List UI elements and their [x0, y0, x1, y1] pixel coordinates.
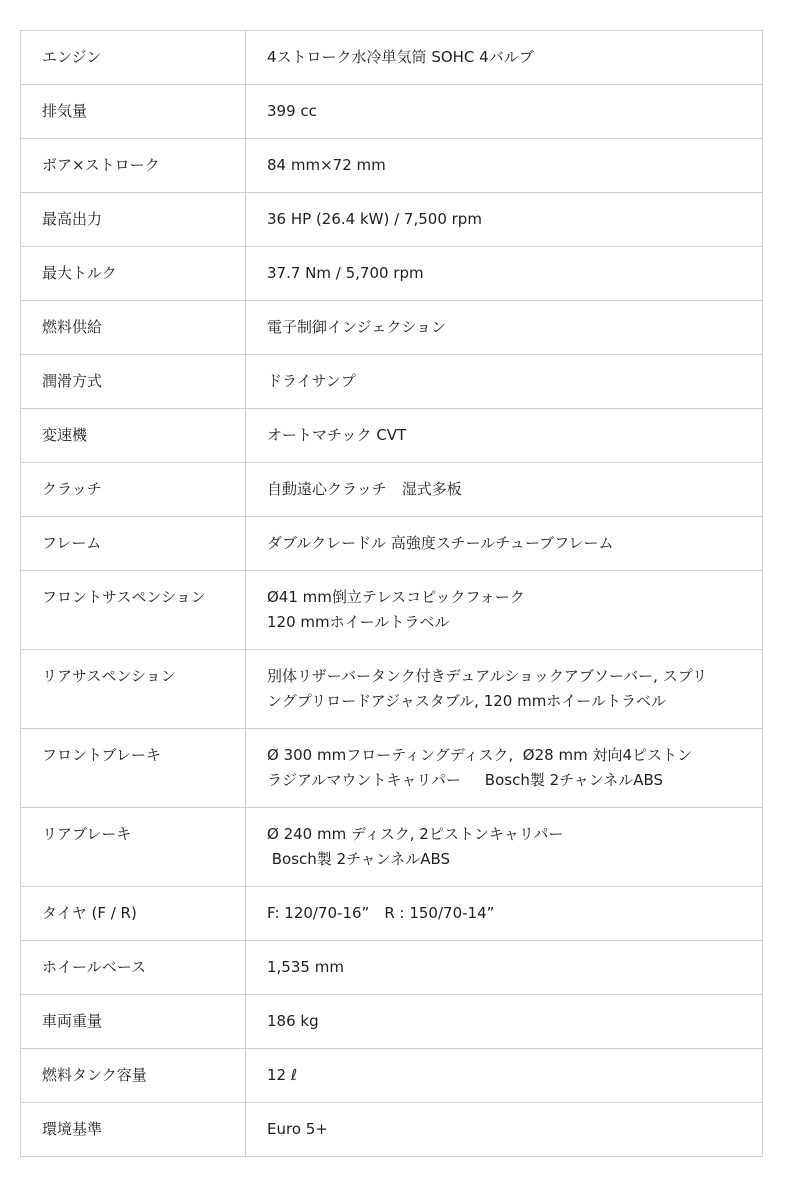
spec-table-body: [21, 31, 763, 1157]
spec-value: [246, 85, 763, 139]
spec-row-bore-stroke: [21, 139, 763, 193]
spec-value-line: Ø 240 mm ディスク, 2ピストンキャリパー: [267, 825, 564, 843]
spec-value-line: 4ストローク水冷単気筒 SOHC 4バルブ: [267, 48, 534, 66]
spec-label: 環境基準: [21, 1103, 246, 1157]
spec-value: [246, 301, 763, 355]
spec-value-line: 36 HP (26.4 kW) / 7,500 rpm: [267, 210, 482, 228]
spec-value-line: 84 mm×72 mm: [267, 156, 386, 174]
spec-row-engine: [21, 31, 763, 85]
spec-table: [20, 30, 763, 1157]
spec-value-line: 1,535 mm: [267, 958, 344, 976]
spec-value: [246, 571, 763, 650]
spec-value-line: Ø41 mm倒立テレスコピックフォーク: [267, 588, 525, 606]
spec-value: [246, 139, 763, 193]
spec-row-transmission: [21, 409, 763, 463]
spec-label: ホイールベース: [21, 941, 246, 995]
spec-value: [246, 193, 763, 247]
spec-row-tires: [21, 887, 763, 941]
spec-value-line: 12 ℓ: [267, 1066, 298, 1084]
spec-row-max-torque: [21, 247, 763, 301]
spec-label: リアサスペンション: [21, 650, 246, 729]
spec-row-clutch: [21, 463, 763, 517]
spec-label: タイヤ (F / R): [21, 887, 246, 941]
spec-row-displacement: [21, 85, 763, 139]
spec-value: [246, 729, 763, 808]
spec-value: [246, 463, 763, 517]
spec-value: [246, 1103, 763, 1157]
spec-value: [246, 409, 763, 463]
spec-value-line: ラジアルマウントキャリパー Bosch製 2チャンネルABS: [267, 771, 664, 789]
spec-row-fuel-tank: [21, 1049, 763, 1103]
spec-label: 潤滑方式: [21, 355, 246, 409]
spec-value: [246, 808, 763, 887]
spec-label: 燃料タンク容量: [21, 1049, 246, 1103]
spec-label: 最大トルク: [21, 247, 246, 301]
spec-value-line: F: 120/70-16” R : 150/70-14”: [267, 904, 495, 922]
spec-row-vehicle-weight: [21, 995, 763, 1049]
spec-label: ボア×ストローク: [21, 139, 246, 193]
spec-row-frame: [21, 517, 763, 571]
spec-value: [246, 247, 763, 301]
spec-label: 車両重量: [21, 995, 246, 1049]
spec-label: 変速機: [21, 409, 246, 463]
spec-value-line: 120 mmホイールトラベル: [267, 613, 450, 631]
spec-value-line: ダブルクレードル 高強度スチールチューブフレーム: [267, 534, 614, 552]
spec-value-line: オートマチック CVT: [267, 426, 407, 444]
spec-value: [246, 995, 763, 1049]
spec-row-wheelbase: [21, 941, 763, 995]
spec-row-max-power: [21, 193, 763, 247]
spec-row-front-brake: [21, 729, 763, 808]
spec-value-line: 電子制御インジェクション: [267, 318, 447, 336]
spec-label: 燃料供給: [21, 301, 246, 355]
spec-value: [246, 650, 763, 729]
spec-value-line: Ø 300 mmフローティングディスク, Ø28 mm 対向4ピストン: [267, 746, 692, 764]
spec-row-front-suspension: [21, 571, 763, 650]
spec-label: フレーム: [21, 517, 246, 571]
spec-value: [246, 941, 763, 995]
spec-label: フロントブレーキ: [21, 729, 246, 808]
spec-label: エンジン: [21, 31, 246, 85]
spec-value-line: 37.7 Nm / 5,700 rpm: [267, 264, 424, 282]
spec-value: [246, 517, 763, 571]
spec-label: 最高出力: [21, 193, 246, 247]
spec-label: 排気量: [21, 85, 246, 139]
spec-value-line: 399 cc: [267, 102, 317, 120]
spec-value-line: 186 kg: [267, 1012, 319, 1030]
spec-row-fuel-supply: [21, 301, 763, 355]
spec-value-line: Euro 5+: [267, 1120, 328, 1138]
spec-row-rear-brake: [21, 808, 763, 887]
spec-value-line: ングプリロードアジャスタブル, 120 mmホイールトラベル: [267, 692, 667, 710]
spec-value: [246, 355, 763, 409]
spec-value: [246, 887, 763, 941]
spec-row-rear-suspension: [21, 650, 763, 729]
spec-row-emissions: [21, 1103, 763, 1157]
spec-value-line: 別体リザーバータンク付きデュアルショックアブソーバー, スプリ: [267, 667, 708, 685]
spec-row-lubrication: [21, 355, 763, 409]
spec-value: [246, 1049, 763, 1103]
spec-value: [246, 31, 763, 85]
spec-value-line: 自動遠心クラッチ 湿式多板: [267, 480, 462, 498]
spec-value-line: Bosch製 2チャンネルABS: [267, 850, 451, 868]
spec-label: リアブレーキ: [21, 808, 246, 887]
spec-label: フロントサスペンション: [21, 571, 246, 650]
spec-value-line: ドライサンプ: [267, 372, 356, 390]
spec-label: クラッチ: [21, 463, 246, 517]
